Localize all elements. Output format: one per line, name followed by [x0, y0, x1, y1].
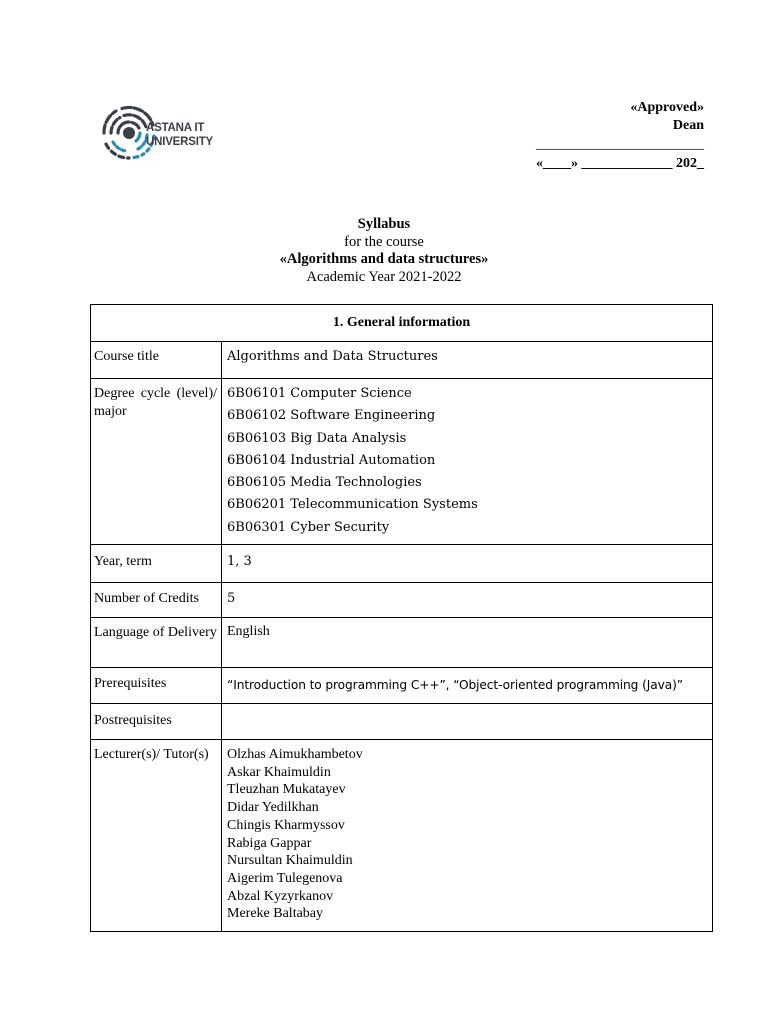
language-label: Language of Delivery [91, 618, 222, 668]
course-name: «Algorithms and data structures» [279, 251, 489, 267]
list-item: 6B06201 Telecommunication Systems [227, 497, 478, 513]
lecturers-label: Lecturer(s)/ Tutor(s) [91, 740, 222, 932]
table-row [91, 618, 713, 668]
logo-text-line1: ASTANA IT [146, 122, 205, 134]
list-item: 6B06103 Big Data Analysis [227, 430, 407, 446]
syllabus-heading: Syllabus [357, 216, 411, 232]
dean-label: Dean [672, 118, 704, 133]
list-item: 6B06104 Industrial Automation [227, 452, 436, 468]
list-item: 6B06105 Media Technologies [227, 475, 422, 491]
table-row [91, 583, 713, 618]
list-item: 6B06101 Computer Science [227, 386, 412, 401]
prerequisites-value: “Introduction to programming C++”, “Object-oriented programming (Java)” [222, 668, 713, 704]
postrequisites-value [222, 704, 713, 740]
degree-label: Degree cycle (level)/ major [91, 379, 222, 545]
list-item: 6B06301 Cyber Security [227, 519, 390, 535]
lecturers-list [222, 740, 713, 932]
course-title-label: Course title [91, 342, 222, 379]
list-item: Tleuzhan Mukatayev [227, 782, 346, 798]
logo-text-line2: UNIVERSITY [146, 136, 214, 148]
list-item: Mereke Baltabay [227, 906, 324, 922]
university-logo [96, 98, 220, 172]
list-item: Rabiga Gappar [227, 835, 312, 851]
logo-wordmark [146, 121, 213, 149]
table-row [91, 545, 713, 583]
list-item: Aigerim Tulegenova [227, 870, 343, 886]
credits-label: Number of Credits [91, 583, 222, 618]
list-item: Olzhas Aimukhambetov [227, 747, 363, 762]
postrequisites-label: Postrequisites [91, 704, 222, 740]
year-term-value: 1, 3 [222, 545, 713, 583]
table-row [91, 342, 713, 379]
table-header-row [91, 305, 713, 342]
year-term-label: Year, term [91, 545, 222, 583]
list-item: Abzal Kyzyrkanov [227, 888, 334, 904]
list-item: Nursultan Khaimuldin [227, 853, 353, 869]
signature-line: ________________________ [536, 137, 704, 152]
credits-value: 5 [222, 583, 713, 618]
table-row [91, 379, 713, 545]
table-row [91, 704, 713, 740]
course-title-value: Algorithms and Data Structures [222, 342, 713, 379]
table-row [91, 668, 713, 704]
academic-year: Academic Year 2021-2022 [306, 268, 462, 285]
table-row [91, 740, 713, 932]
date-line: «____» _____________ 202_ [536, 156, 704, 171]
list-item: Chingis Kharmyssov [227, 817, 345, 833]
language-value: English [222, 618, 713, 668]
list-item: Askar Khaimuldin [227, 764, 331, 780]
syllabus-title-block [0, 216, 768, 286]
approved-label: «Approved» [630, 100, 704, 115]
degree-majors [222, 379, 713, 545]
approval-block [536, 99, 704, 173]
prerequisites-label: Prerequisites [91, 668, 222, 704]
general-information-table [90, 304, 713, 932]
list-item: 6B06102 Software Engineering [227, 408, 436, 424]
list-item: Didar Yedilkhan [227, 800, 319, 816]
syllabus-subheading: for the course [344, 233, 424, 250]
section-title: 1. General information [91, 305, 713, 342]
